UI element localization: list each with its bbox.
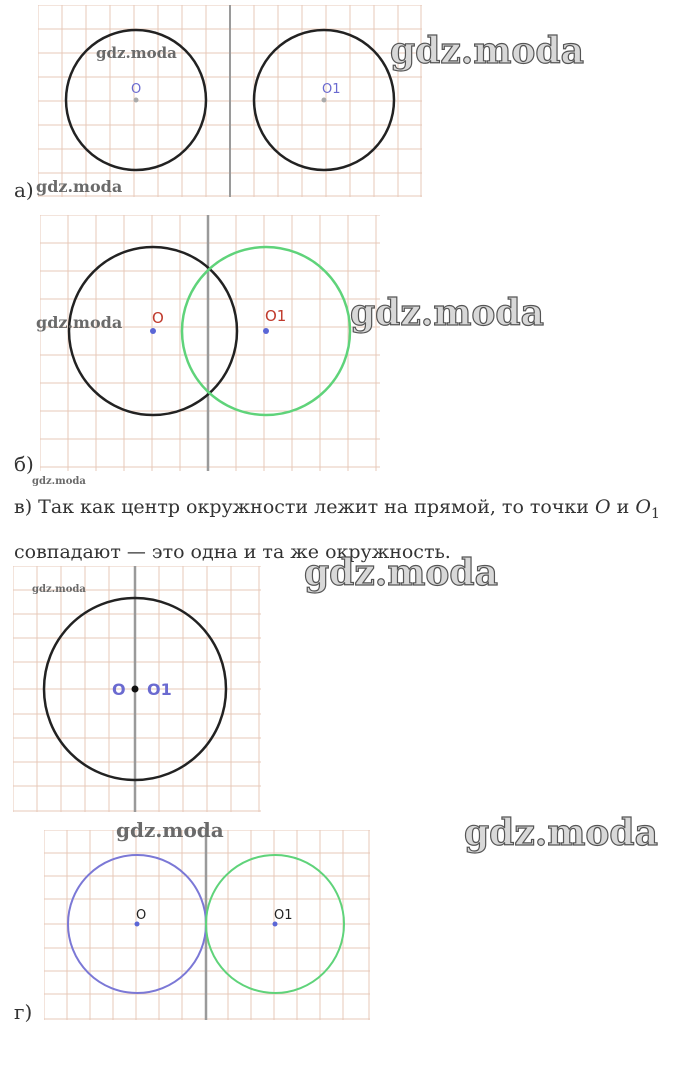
text-v-prefix: в) bbox=[14, 496, 33, 518]
label-o-b: O bbox=[152, 309, 164, 327]
text-v-line2: совпадают — это одна и та же окружность. bbox=[14, 540, 451, 563]
watermark: gdz.moda bbox=[32, 476, 86, 487]
text-v-sym-o: O bbox=[595, 496, 611, 518]
label-o1-a: O1 bbox=[322, 82, 341, 97]
label-o-v: O bbox=[112, 680, 126, 699]
text-v-sym-o1: O bbox=[635, 496, 651, 518]
label-o1-v: O1 bbox=[147, 680, 172, 699]
text-v-line1 bbox=[14, 488, 690, 533]
watermark: gdz.moda bbox=[36, 313, 123, 332]
grid-b bbox=[40, 215, 380, 471]
watermark: gdz.moda bbox=[464, 812, 658, 854]
point-o-b bbox=[150, 328, 156, 334]
label-a: а) bbox=[14, 178, 34, 202]
watermark: gdz.moda bbox=[304, 552, 498, 594]
figure-g bbox=[44, 830, 370, 1020]
label-o-g: O bbox=[136, 908, 147, 923]
watermark: gdz.moda bbox=[32, 584, 86, 595]
figure-g-svg bbox=[44, 830, 370, 1020]
watermark: gdz.moda bbox=[390, 30, 584, 72]
text-v-and: и bbox=[616, 496, 630, 518]
point-o-a bbox=[134, 98, 139, 103]
label-o1-b: O1 bbox=[265, 307, 287, 325]
watermark: gdz.moda bbox=[116, 818, 224, 842]
label-b: б) bbox=[14, 452, 34, 476]
point-o1-b bbox=[263, 328, 269, 334]
figure-b bbox=[40, 215, 380, 471]
label-g: г) bbox=[14, 1000, 33, 1024]
figure-b-svg bbox=[40, 215, 380, 471]
figure-v-svg bbox=[13, 566, 261, 812]
point-o-v bbox=[132, 686, 139, 693]
label-o1-g: O1 bbox=[274, 908, 293, 923]
point-o1-a bbox=[322, 98, 327, 103]
watermark: gdz.moda bbox=[36, 177, 123, 196]
figure-a-svg bbox=[38, 5, 422, 197]
watermark: gdz.moda bbox=[350, 292, 544, 334]
figure-v bbox=[13, 566, 261, 812]
text-v-main: Так как центр окружности лежит на прямой, то точки bbox=[38, 496, 589, 518]
watermark: gdz.moda bbox=[96, 44, 177, 62]
text-v-sub1: 1 bbox=[650, 505, 660, 522]
label-o-a: O bbox=[131, 82, 142, 97]
figure-a bbox=[38, 5, 422, 197]
